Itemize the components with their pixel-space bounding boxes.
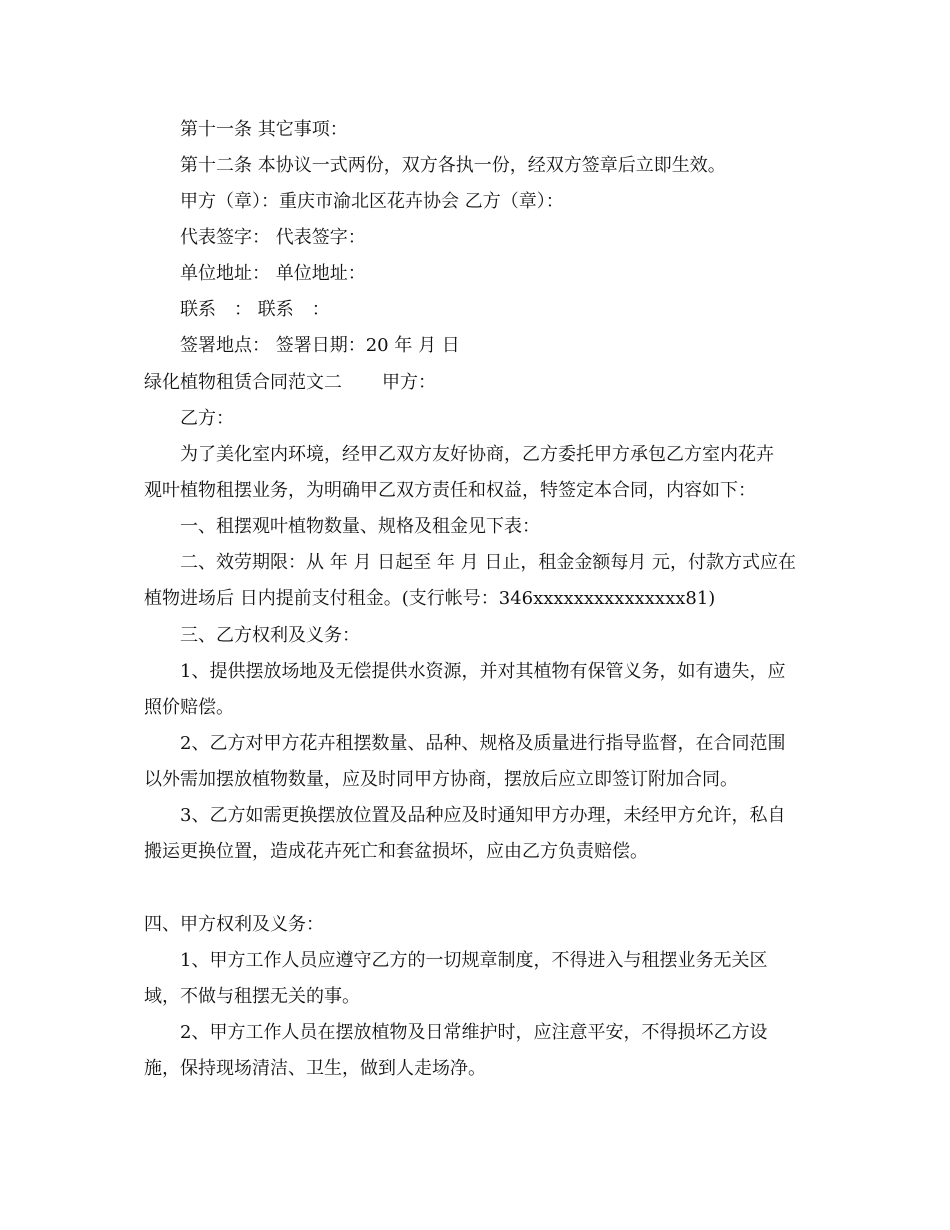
clause-4-1-line-1: 1、甲方工作人员应遵守乙方的一切规章制度，不得进入与租摆业务无关区 [180, 950, 768, 971]
party-b-label: 乙方： [180, 408, 234, 429]
section-2-line-2: 植物进场后 日内提前支付租金。(支行帐号：346xxxxxxxxxxxxxxx81) [144, 588, 716, 609]
clause-4-2-line-1: 2、甲方工作人员在摆放植物及日常维护时，应注意平安，不得损坏乙方设 [180, 1022, 768, 1043]
article-11: 第十一条 其它事项： [180, 119, 348, 140]
section-3-heading: 三、乙方权利及义务： [180, 625, 360, 646]
clause-3-3-line-1: 3、乙方如需更换摆放位置及品种应及时通知甲方办理，未经甲方允许，私自 [180, 805, 786, 826]
clause-3-3-line-2: 搬运更换位置，造成花卉死亡和套盆损坏，应由乙方负责赔偿。 [144, 841, 648, 862]
section-4-heading: 四、甲方权利及义务： [144, 914, 324, 935]
section-1-heading: 一、租摆观叶植物数量、规格及租金见下表： [180, 516, 540, 537]
clause-3-1-line-2: 照价赔偿。 [144, 697, 234, 718]
preamble-line-2: 观叶植物租摆业务，为明确甲乙双方责任和权益，特签定本合同，内容如下： [144, 480, 756, 501]
contact-line: 联系 ： 联系 ： [180, 299, 330, 320]
contract-title-line [144, 371, 814, 395]
signing-place-date-line: 签署地点： 签署日期：20 年 月 日 [180, 335, 460, 356]
party-a-label: 甲方： [382, 372, 436, 393]
clause-3-2-line-1: 2、乙方对甲方花卉租摆数量、品种、规格及质量进行指导监督，在合同范围 [180, 733, 786, 754]
preamble-line-1: 为了美化室内环境，经甲乙双方友好协商，乙方委托甲方承包乙方室内花卉 [180, 444, 774, 465]
party-seal-line: 甲方（章）：重庆市渝北区花卉协会 乙方（章）： [180, 191, 564, 212]
clause-4-1-line-2: 域，不做与租摆无关的事。 [144, 986, 360, 1007]
address-line: 单位地址： 单位地址： [180, 263, 366, 284]
contract-title: 绿化植物租赁合同范文二 [144, 372, 342, 393]
article-12: 第十二条 本协议一式两份，双方各执一份，经双方签章后立即生效。 [180, 155, 726, 176]
clause-4-2-line-2: 施，保持现场清洁、卫生，做到人走场净。 [144, 1058, 486, 1079]
section-2-line-1: 二、效劳期限：从 年 月 日起至 年 月 日止，租金金额每月 元，付款方式应在 [180, 552, 797, 573]
representative-signature-line: 代表签字： 代表签字： [180, 227, 366, 248]
clause-3-2-line-2: 以外需加摆放植物数量，应及时同甲方协商，摆放后应立即签订附加合同。 [144, 769, 738, 790]
clause-3-1-line-1: 1、提供摆放场地及无偿提供水资源，并对其植物有保管义务，如有遗失，应 [180, 661, 786, 682]
